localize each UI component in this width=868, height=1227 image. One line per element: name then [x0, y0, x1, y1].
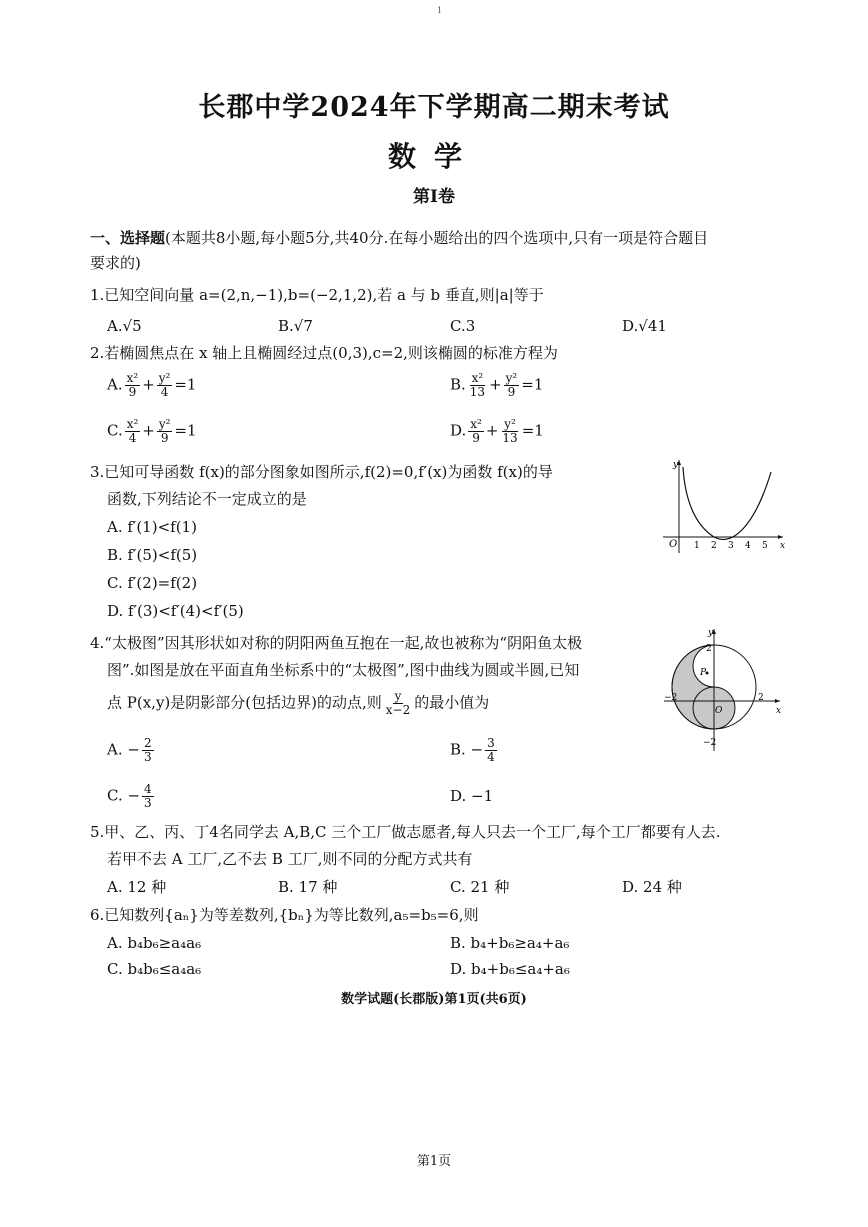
q2-option-a: A. $\frac{\text{x²}}{9}$ + $\frac{\text{y²}}{4}$ =1: [107, 371, 197, 399]
q4-taiji-graph: [662, 625, 782, 753]
q5-option-d: D. 24 种: [622, 878, 682, 896]
q3-x-label: x: [780, 541, 785, 551]
q3-option-d: D. f′(3)<f′(4)<f′(5): [107, 602, 244, 620]
q3-curve: [683, 467, 771, 539]
q2-option-b: B. $\frac{\text{x²}}{13}$ + $\frac{\text{y²}}{9}$ =1: [450, 371, 544, 399]
q6-option-a: A. b₄b₆≥a₄a₆: [107, 934, 202, 952]
q2-stem: 2.若椭圆焦点在 x 轴上且椭圆经过点(0,3),c=2,则该椭圆的标准方程为: [90, 344, 558, 362]
q1-stem: 1.已知空间向量 a=(2,n,−1),b=(−2,1,2),若 a 与 b 垂直,则|a|等于: [90, 286, 544, 304]
q6-option-d: D. b₄+b₆≤a₄+a₆: [450, 960, 570, 978]
q3-tick-1: 1: [694, 541, 700, 551]
q5-option-c: C. 21 种: [450, 878, 510, 896]
q5-option-b: B. 17 种: [278, 878, 338, 896]
q6-stem: 6.已知数列{aₙ}为等差数列,{bₙ}为等比数列,a₅=b₅=6,则: [90, 906, 479, 924]
section-intro-line1: (本题共8小题,每小题5分,共40分.在每小题给出的四个选项中,只有一项是符合题目: [165, 229, 709, 247]
section-intro: [90, 228, 708, 248]
q3-origin-label: O: [669, 539, 678, 550]
q3-tick-4: 4: [745, 541, 751, 551]
q4-tick-y-2: 2: [706, 644, 712, 654]
q4-x-arrow: [775, 699, 780, 703]
q3-function-graph: [655, 455, 785, 555]
q1-option-b: B.√7: [278, 317, 313, 335]
q1-option-d: D.√41: [622, 317, 667, 335]
q3-stem-line2: 函数,下列结论不一定成立的是: [107, 490, 307, 508]
q5-stem-line2: 若甲不去 A 工厂,乙不去 B 工厂,则不同的分配方式共有: [107, 850, 473, 868]
page-number: 第1页: [416, 1154, 452, 1169]
section-heading: 一、选择题: [90, 229, 166, 247]
q3-option-a: A. f′(1)<f(1): [107, 518, 197, 536]
q4-point-label: P: [700, 668, 707, 678]
q4-stem-line3: 点 P(x,y)是阴影部分(包括边界)的动点,则 $\frac{y}{x-2}$ 的最小值为: [107, 689, 490, 717]
q3-x-arrow: [778, 535, 783, 539]
q3-option-c: C. f′(2)=f(2): [107, 574, 198, 592]
q5-stem-line1: 5.甲、乙、丙、丁4名同学去 A,B,C 三个工厂做志愿者,每人只去一个工厂,每个工厂都要有人去.: [90, 823, 721, 841]
top-mark: 1: [437, 6, 443, 15]
q4-tick-y-neg2: −2: [703, 738, 717, 748]
q2-option-d: D. $\frac{\text{x²}}{9}$ + $\frac{\text{y²}}{13}$ =1: [450, 417, 544, 445]
volume-title: 第Ⅰ卷: [413, 187, 455, 207]
q4-option-b: B. − $\frac{3}{4}$: [450, 736, 495, 764]
q5-option-a: A. 12 种: [107, 878, 167, 896]
q4-tick-x-neg2: −2: [664, 693, 678, 703]
q3-tick-5: 5: [762, 541, 768, 551]
q3-tick-2: 2: [711, 541, 717, 551]
q1-option-c: C.3: [450, 317, 476, 335]
q2-option-c: C. $\frac{\text{x²}}{4}$ + $\frac{\text{y²}}{9}$ =1: [107, 417, 197, 445]
q6-option-b: B. b₄+b₆≥a₄+a₆: [450, 934, 570, 952]
q4-x-label: x: [776, 706, 782, 716]
q4-stem-line2: 图”.如图是放在平面直角坐标系中的“太极图”,图中曲线为圆或半圆,已知: [107, 661, 580, 679]
q4-tick-x-2: 2: [758, 693, 764, 703]
q3-option-b: B. f′(5)<f(5): [107, 546, 198, 564]
q6-option-c: C. b₄b₆≤a₄a₆: [107, 960, 202, 978]
q4-stem-line1: 4.“太极图”因其形状如对称的阴阳两鱼互抱在一起,故也被称为“阴阳鱼太极: [90, 634, 583, 652]
q4-option-d: D. −1: [450, 787, 494, 805]
q4-shaded-region: [672, 645, 735, 729]
section-intro-line2: 要求的): [90, 254, 141, 272]
subject-title: 数学: [387, 140, 480, 173]
q3-y-label: y: [673, 460, 679, 470]
q3-tick-3: 3: [728, 541, 734, 551]
exam-title: 长郡中学2024年下学期高二期末考试: [198, 92, 670, 123]
q4-option-c: C. − $\frac{4}{3}$: [107, 782, 152, 810]
q4-origin-label: O: [715, 706, 723, 716]
q4-option-a: A. − $\frac{2}{3}$: [107, 736, 152, 764]
page-footer: 数学试题(长郡版)第1页(共6页): [341, 992, 527, 1007]
q1-option-a: A.√5: [107, 317, 142, 335]
q3-stem-line1: 3.已知可导函数 f(x)的部分图象如图所示,f(2)=0,f′(x)为函数 f(x)的导: [90, 463, 553, 481]
q4-y-label: y: [708, 628, 714, 638]
